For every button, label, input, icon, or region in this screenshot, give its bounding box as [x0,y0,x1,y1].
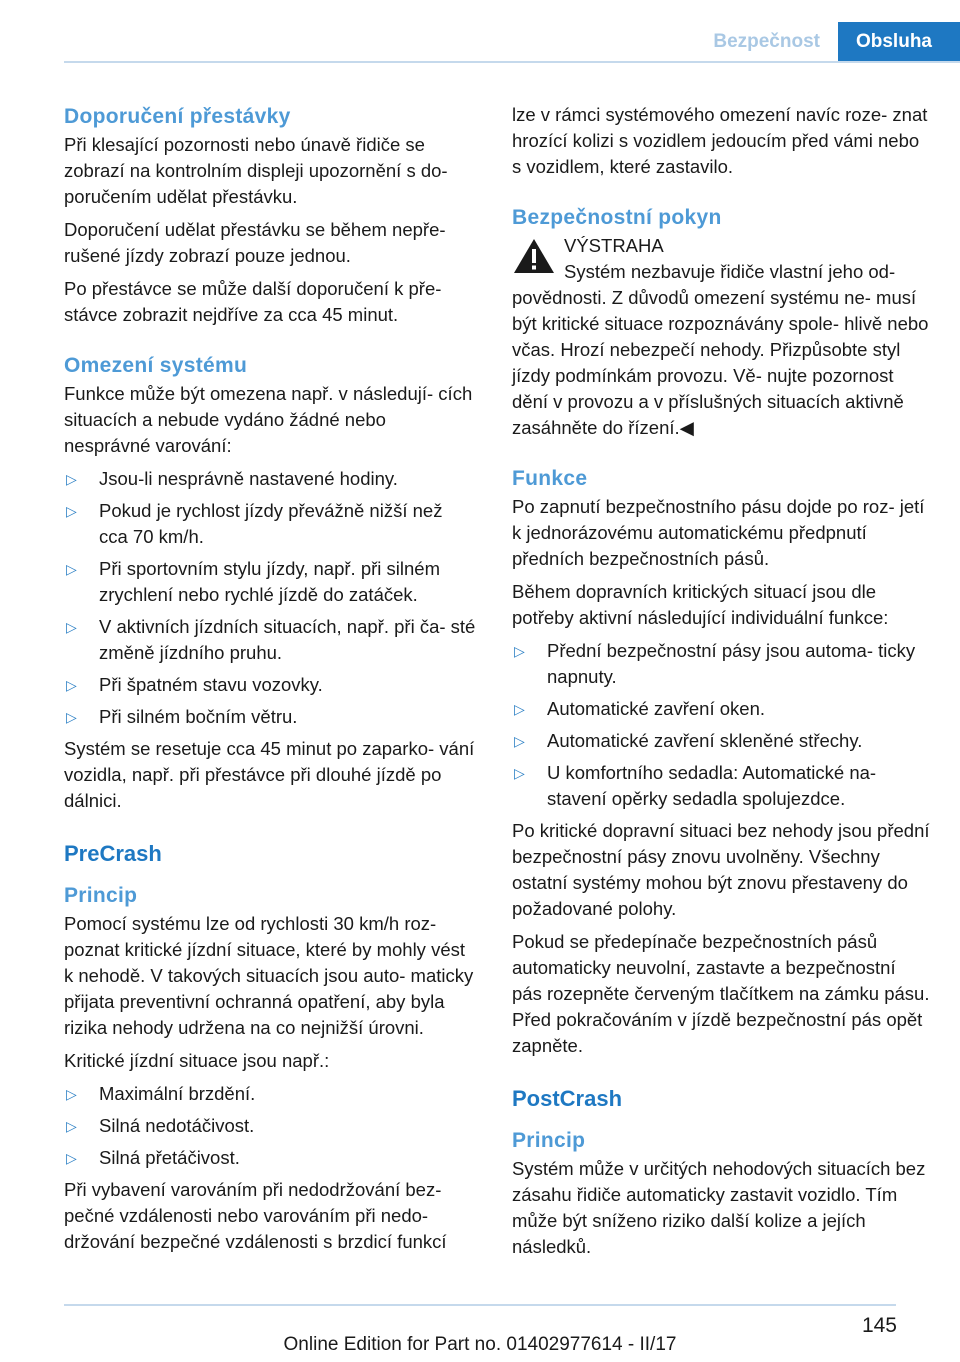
heading-principle: Princip [512,1129,586,1152]
header-chapter-tab[interactable]: Obsluha [838,22,960,62]
list-item: ▷ V aktivních jízdních situacích, např. při ča- sté změně jízdního pruhu. [66,616,476,663]
list-item: ▷ Při silném bočním větru. [64,704,476,730]
list-item: ▷ Automatické zavření skleněné střechy. [512,728,930,754]
left-column [64,102,476,1262]
heading-safety-note: Bezpečnostní pokyn [512,206,722,229]
header-tabs [695,22,960,62]
paragraph: Při klesající pozornosti nebo únavě řidiče se zobrazí na kontrolním displeji upozornění s do- poručením udělat přestávku. [64,134,448,207]
warning-title: VÝSTRAHA [564,235,664,256]
bullet-triangle-icon: ▷ [66,619,77,635]
header-section-tab[interactable]: Bezpečnost [695,22,838,62]
list-item: ▷ U komfortního sedadla: Automatické na- stavení opěrky sedadla spolujezdce. [514,762,877,809]
list-item: ▷ Automatické zavření oken. [512,696,930,722]
paragraph: Po kritické dopravní situaci bez nehody jsou přední bezpečnostní pásy znovu uvolněny. Všechny ostatní systémy mohou být znovu přestaveny do požadované polohy. [512,820,930,919]
bullet-triangle-icon: ▷ [66,503,77,519]
heading-principle: Princip [64,884,138,907]
paragraph: Funkce může být omezena např. v následují- cích situacích a nebude vydáno žádné nebo nesprávné varování: [64,383,473,456]
function-list [512,638,930,812]
bullet-triangle-icon: ▷ [66,677,77,693]
heading-break-recommendation: Doporučení přestávky [64,105,291,128]
bullet-triangle-icon: ▷ [66,471,77,487]
paragraph: Během dopravních kritických situací jsou dle potřeby aktivní následující individuální funkce: [512,581,889,628]
footer-rule [64,1304,896,1306]
list-item: ▷ Pokud je rychlost jízdy převážně nižší než cca 70 km/h. [66,500,443,547]
bullet-triangle-icon: ▷ [514,643,525,659]
list-item: ▷ Silná nedotáčivost. [64,1113,476,1139]
principle-list [64,1081,476,1171]
bullet-triangle-icon: ▷ [514,765,525,781]
paragraph: Po přestávce se může další doporučení k pře- stávce zobrazit nejdříve za cca 45 minut. [64,278,442,325]
list-item: ▷ Při špatném stavu vozovky. [64,672,476,698]
paragraph: Pomocí systému lze od rychlosti 30 km/h roz- poznat kritické jízdní situace, které by mohly vést k nehodě. V takových situacích jsou auto- maticky přijata preventivní ochranná opatření, aby byla rizika nehody udržena na co nejnižší úrovni. [64,913,474,1038]
page-number: 145 [861,1314,897,1337]
paragraph: Systém se resetuje cca 45 minut po zaparko- vání vozidla, např. při přestávce při dlouhé jízdě po dálnici. [64,738,475,811]
paragraph: lze v rámci systémového omezení navíc roze- znat hrozící kolizi s vozidlem jedoucím před vámi nebo s vozidlem, které zastavilo. [512,104,928,177]
list-item: ▷ Silná přetáčivost. [64,1145,476,1171]
bullet-triangle-icon: ▷ [66,561,77,577]
paragraph: Pokud se předepínače bezpečnostních pásů automaticky neuvolní, zastavte a bezpečnostní pás rozepněte červeným tlačítkem na zámku pásu. Před pokračováním v jízdě bezpečnostní pás opět zapněte. [512,931,930,1056]
bullet-triangle-icon: ▷ [514,701,525,717]
paragraph: Při vybavení varováním při nedodržování bez- pečné vzdálenosti nebo varováním při nedo- držování bezpečné vzdálenosti s brzdicí funkcí [64,1179,447,1252]
list-item: ▷ Při sportovním stylu jízdy, např. při silném zrychlení nebo rychlé jízdě do zatáček. [66,558,440,605]
warning-triangle-icon [512,237,556,275]
bullet-triangle-icon: ▷ [514,733,525,749]
warning-block [512,233,930,441]
list-item: ▷ Přední bezpečnostní pásy jsou automa- ticky napnuty. [514,640,916,687]
heading-postcrash: PostCrash [512,1086,623,1111]
bullet-triangle-icon: ▷ [66,1118,77,1134]
list-item: ▷ Maximální brzdění. [64,1081,476,1107]
limits-list [64,466,476,730]
warning-text: Systém nezbavuje řidiče vlastní jeho od- povědnosti. Z důvodů omezení systému ne- musí být kritické situace rozpoznávány spole- hlivě nebo včas. Hrozí nebezpečí nehody. Přizpůsobte styl jízdy podmínkám provozu. Vě- nujte pozornost dění v provozu a v příslušných situacích aktivně zasáhněte do řízení.◀ [512,261,929,438]
bullet-triangle-icon: ▷ [66,1150,77,1166]
heading-precrash: PreCrash [64,841,162,866]
paragraph: Systém může v určitých nehodových situacích bez zásahu řidiče automaticky zastavit vozidlo. Tím může být sníženo riziko další kolize a jejích následků. [512,1158,926,1257]
heading-function: Funkce [512,467,588,490]
bullet-triangle-icon: ▷ [66,709,77,725]
footer-edition-text: Online Edition for Part no. 01402977614 - II/17 [283,1334,677,1355]
paragraph: Doporučení udělat přestávku se během nepře- rušené jízdy zobrazí pouze jednou. [64,219,446,266]
right-column [512,102,930,1267]
header-rule [64,61,960,63]
list-item: ▷ Jsou-li nesprávně nastavené hodiny. [64,466,476,492]
bullet-triangle-icon: ▷ [66,1086,77,1102]
paragraph: Kritické jízdní situace jsou např.: [64,1050,330,1071]
heading-system-limits: Omezení systému [64,354,248,377]
paragraph: Po zapnutí bezpečnostního pásu dojde po roz- jetí k jednorázovému automatickému předpnutí předních bezpečnostních pásů. [512,496,925,569]
